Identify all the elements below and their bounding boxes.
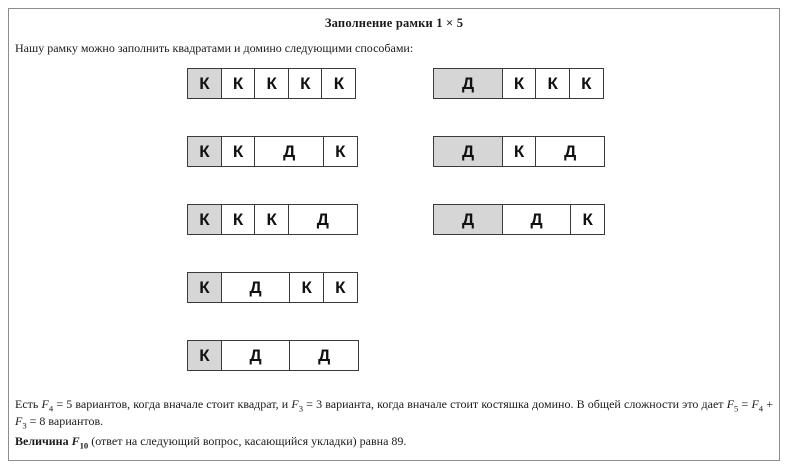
- footer-text: [15, 397, 773, 452]
- variable-subscript: 3: [22, 420, 27, 431]
- variable-subscript: 10: [79, 440, 89, 451]
- text-fragment: = 5 вариантов, когда вначале стоит квадрат, и: [53, 396, 292, 411]
- tile-domino: Д: [288, 204, 358, 235]
- tile-domino: Д: [433, 68, 503, 99]
- tile-domino: Д: [535, 136, 605, 167]
- variable-symbol: F: [41, 396, 49, 411]
- variable-f4: [41, 396, 54, 414]
- variable-symbol: F: [751, 396, 759, 411]
- tile-square: К: [187, 272, 222, 303]
- variable-subscript: 4: [758, 403, 764, 414]
- tile-square: К: [502, 136, 537, 167]
- tile-square: К: [323, 272, 358, 303]
- variable-f4-b: [751, 396, 764, 414]
- conclusion-bold: [15, 434, 89, 451]
- page-frame: [8, 8, 780, 461]
- page-title: Заполнение рамки 1 × 5: [324, 16, 464, 30]
- tiling-kdd: [187, 340, 359, 371]
- tile-square: К: [323, 136, 358, 167]
- variable-symbol: F: [726, 396, 735, 411]
- tile-square: К: [221, 68, 256, 99]
- tile-domino: Д: [221, 272, 291, 303]
- tile-square: К: [187, 204, 222, 235]
- tiling-ddk: [433, 204, 605, 235]
- text-fragment: (ответ на следующий вопрос, касающийся укладки) равна 89.: [88, 434, 407, 449]
- tile-domino: Д: [221, 340, 291, 371]
- text-fragment: = 8 вариантов.: [26, 414, 104, 429]
- tile-square: К: [569, 68, 604, 99]
- tile-square: К: [221, 204, 256, 235]
- tile-square: К: [321, 68, 356, 99]
- variable-symbol: F: [71, 434, 80, 449]
- variable-symbol: F: [15, 414, 23, 429]
- text-fragment: =: [738, 396, 752, 411]
- tile-square: К: [570, 204, 605, 235]
- tiling-kkkd: [187, 204, 358, 235]
- variable-subscript: 3: [298, 403, 304, 414]
- text-fragment: = 3 варианта, когда вначале стоит костяшка домино. В общей сложности это дает: [303, 396, 727, 411]
- tile-square: К: [187, 340, 222, 371]
- tiling-dkd: [433, 136, 605, 167]
- variable-f3-b: [15, 414, 27, 431]
- tiling-kdkk: [187, 272, 358, 303]
- tiling-kkdk: [187, 136, 358, 167]
- tile-domino: Д: [254, 136, 324, 167]
- variable-f10: [71, 434, 89, 451]
- tiling-diagrams-area: [9, 56, 779, 396]
- tile-square: К: [288, 68, 323, 99]
- tile-square: К: [221, 136, 256, 167]
- tile-square: К: [254, 68, 289, 99]
- tile-square: К: [535, 68, 570, 99]
- variable-f3: [291, 396, 304, 414]
- variable-f5: [726, 396, 739, 414]
- variable-subscript: 5: [734, 403, 739, 414]
- tile-square: К: [502, 68, 537, 99]
- variable-symbol: F: [291, 396, 299, 411]
- variable-subscript: 4: [48, 403, 54, 414]
- conclusion-paragraph: [15, 434, 773, 452]
- tiling-dkkk: [433, 68, 604, 99]
- tile-square: К: [187, 68, 222, 99]
- tile-domino: Д: [433, 204, 503, 235]
- text-fragment: Есть: [15, 396, 42, 411]
- tiling-kkkkk: [187, 68, 356, 99]
- explanation-paragraph: [15, 397, 773, 433]
- tile-domino: Д: [289, 340, 359, 371]
- tile-domino: Д: [433, 136, 503, 167]
- tile-domino: Д: [502, 204, 572, 235]
- text-fragment: +: [763, 396, 774, 411]
- tile-square: К: [289, 272, 324, 303]
- text-fragment: Величина: [15, 434, 72, 449]
- intro-text: Нашу рамку можно заполнить квадратами и домино следующими способами:: [15, 41, 414, 55]
- tile-square: К: [187, 136, 222, 167]
- tile-square: К: [254, 204, 289, 235]
